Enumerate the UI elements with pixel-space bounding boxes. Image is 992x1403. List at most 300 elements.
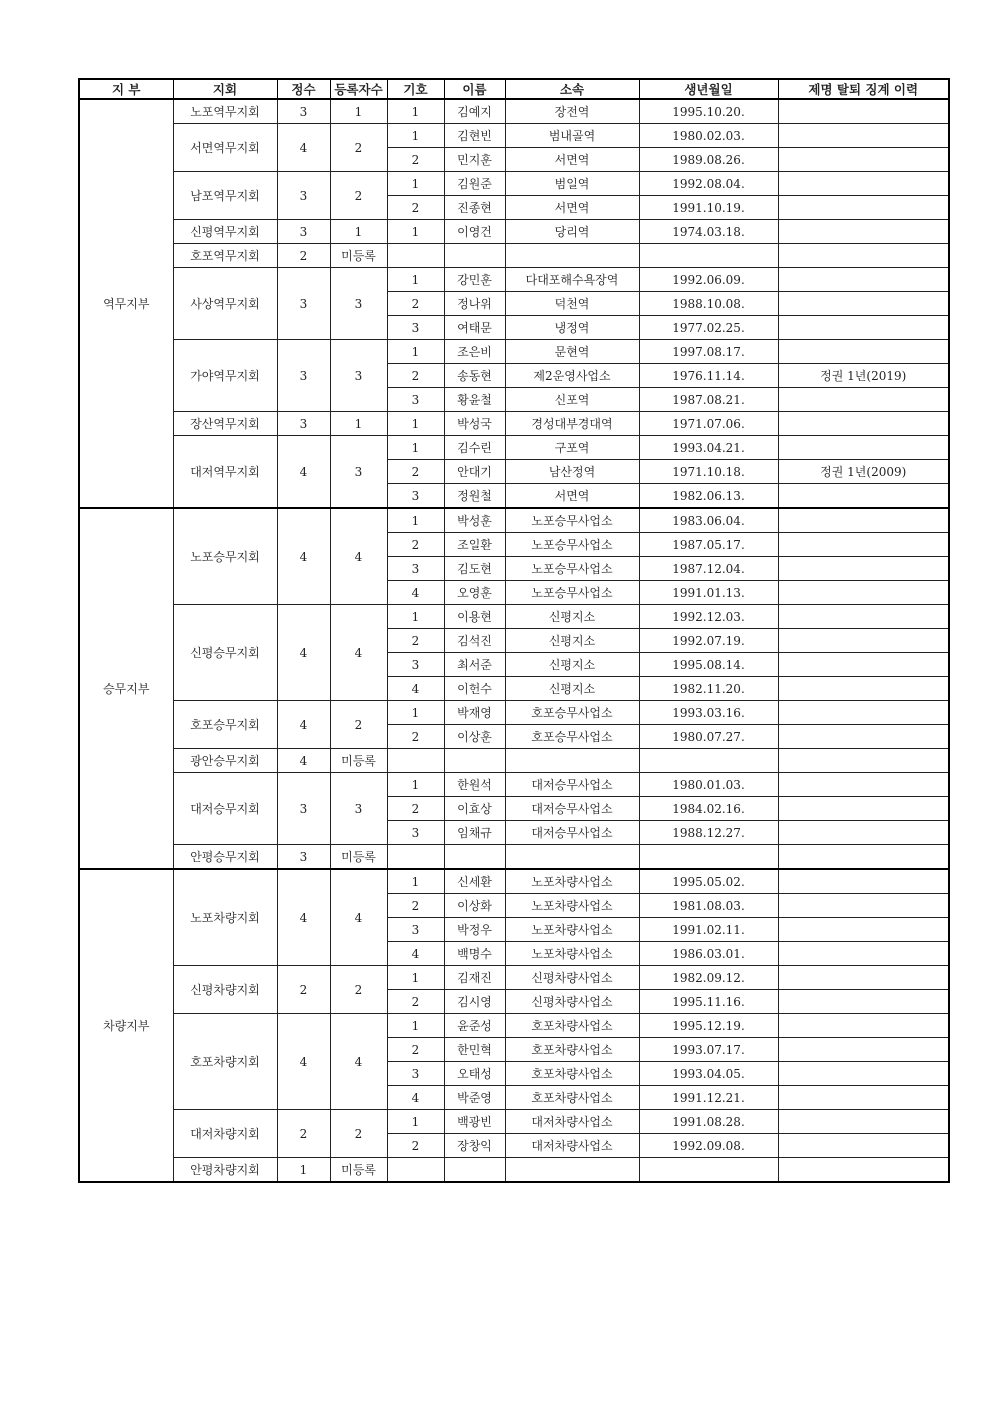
history-cell xyxy=(778,172,949,196)
header-division: 지 부 xyxy=(79,79,173,99)
affiliation-cell: 노포차량사업소 xyxy=(505,942,639,966)
affiliation-cell: 신평차량사업소 xyxy=(505,966,639,990)
table-row xyxy=(79,605,949,629)
table-row xyxy=(79,220,949,244)
symbol-cell: 3 xyxy=(387,821,444,845)
affiliation-cell: 덕천역 xyxy=(505,292,639,316)
affiliation-cell: 노포승무사업소 xyxy=(505,533,639,557)
birthdate-cell: 1995.10.20. xyxy=(639,99,778,124)
member-name-cell: 여태문 xyxy=(444,316,505,340)
member-name-cell: 오영훈 xyxy=(444,581,505,605)
branch-cell: 호포승무지회 xyxy=(173,701,277,749)
quota-cell: 3 xyxy=(277,412,330,436)
symbol-cell: 1 xyxy=(387,340,444,364)
affiliation-cell: 노포승무사업소 xyxy=(505,508,639,533)
symbol-cell: 3 xyxy=(387,1062,444,1086)
quota-cell: 3 xyxy=(277,773,330,845)
affiliation-cell: 대저승무사업소 xyxy=(505,773,639,797)
history-cell xyxy=(778,725,949,749)
affiliation-cell: 호포승무사업소 xyxy=(505,725,639,749)
table-row xyxy=(79,773,949,797)
member-name-cell: 김원준 xyxy=(444,172,505,196)
registered-cell: 4 xyxy=(330,508,387,605)
member-name-cell: 백명수 xyxy=(444,942,505,966)
birthdate-cell xyxy=(639,845,778,870)
registered-cell: 2 xyxy=(330,1110,387,1158)
branch-cell: 서면역무지회 xyxy=(173,124,277,172)
registered-cell: 3 xyxy=(330,268,387,340)
birthdate-cell: 1980.01.03. xyxy=(639,773,778,797)
division-cell: 승무지부 xyxy=(79,508,173,869)
branch-cell: 남포역무지회 xyxy=(173,172,277,220)
member-name-cell: 진종현 xyxy=(444,196,505,220)
registered-cell: 4 xyxy=(330,605,387,701)
affiliation-cell: 범내골역 xyxy=(505,124,639,148)
birthdate-cell: 1991.10.19. xyxy=(639,196,778,220)
history-cell xyxy=(778,942,949,966)
branch-cell: 대저승무지회 xyxy=(173,773,277,845)
member-name-cell: 민지훈 xyxy=(444,148,505,172)
history-cell xyxy=(778,484,949,509)
birthdate-cell: 1984.02.16. xyxy=(639,797,778,821)
roster-table xyxy=(78,78,950,1183)
branch-cell: 신평차량지회 xyxy=(173,966,277,1014)
birthdate-cell: 1989.08.26. xyxy=(639,148,778,172)
quota-cell: 2 xyxy=(277,966,330,1014)
registered-cell: 2 xyxy=(330,701,387,749)
header-branch: 지회 xyxy=(173,79,277,99)
member-name-cell: 김재진 xyxy=(444,966,505,990)
affiliation-cell: 장전역 xyxy=(505,99,639,124)
quota-cell: 4 xyxy=(277,1014,330,1110)
header-symbol: 기호 xyxy=(387,79,444,99)
affiliation-cell: 서면역 xyxy=(505,148,639,172)
history-cell xyxy=(778,581,949,605)
member-name-cell xyxy=(444,1158,505,1183)
affiliation-cell: 노포차량사업소 xyxy=(505,894,639,918)
symbol-cell: 3 xyxy=(387,484,444,509)
table-row xyxy=(79,701,949,725)
history-cell xyxy=(778,749,949,773)
symbol-cell: 1 xyxy=(387,701,444,725)
history-cell xyxy=(778,388,949,412)
birthdate-cell: 1992.06.09. xyxy=(639,268,778,292)
birthdate-cell: 1976.11.14. xyxy=(639,364,778,388)
table-row xyxy=(79,1110,949,1134)
birthdate-cell: 1995.12.19. xyxy=(639,1014,778,1038)
member-name-cell: 한원석 xyxy=(444,773,505,797)
symbol-cell: 1 xyxy=(387,124,444,148)
branch-cell: 가야역무지회 xyxy=(173,340,277,412)
member-name-cell: 박준영 xyxy=(444,1086,505,1110)
history-cell xyxy=(778,629,949,653)
birthdate-cell: 1993.04.21. xyxy=(639,436,778,460)
division-cell: 역무지부 xyxy=(79,99,173,508)
birthdate-cell: 1987.12.04. xyxy=(639,557,778,581)
table-row xyxy=(79,1158,949,1183)
header-registered: 등록자수 xyxy=(330,79,387,99)
history-cell xyxy=(778,773,949,797)
table-row xyxy=(79,124,949,148)
table-row xyxy=(79,172,949,196)
history-cell xyxy=(778,1110,949,1134)
affiliation-cell: 호포승무사업소 xyxy=(505,701,639,725)
birthdate-cell: 1993.04.05. xyxy=(639,1062,778,1086)
symbol-cell: 1 xyxy=(387,268,444,292)
affiliation-cell: 호포차량사업소 xyxy=(505,1086,639,1110)
birthdate-cell xyxy=(639,244,778,268)
symbol-cell: 1 xyxy=(387,869,444,894)
affiliation-cell xyxy=(505,1158,639,1183)
symbol-cell: 2 xyxy=(387,725,444,749)
member-name-cell: 백광빈 xyxy=(444,1110,505,1134)
symbol-cell: 2 xyxy=(387,629,444,653)
history-cell xyxy=(778,268,949,292)
quota-cell: 4 xyxy=(277,605,330,701)
table-header xyxy=(79,79,949,99)
history-cell xyxy=(778,292,949,316)
member-name-cell: 이상화 xyxy=(444,894,505,918)
affiliation-cell: 노포차량사업소 xyxy=(505,869,639,894)
symbol-cell: 2 xyxy=(387,364,444,388)
affiliation-cell: 신평지소 xyxy=(505,653,639,677)
quota-cell: 3 xyxy=(277,220,330,244)
birthdate-cell: 1992.08.04. xyxy=(639,172,778,196)
birthdate-cell: 1983.06.04. xyxy=(639,508,778,533)
member-name-cell: 한민혁 xyxy=(444,1038,505,1062)
member-name-cell: 박재영 xyxy=(444,701,505,725)
table-row xyxy=(79,436,949,460)
member-name-cell: 신세환 xyxy=(444,869,505,894)
header-affiliation: 소속 xyxy=(505,79,639,99)
history-cell xyxy=(778,797,949,821)
branch-cell: 광안승무지회 xyxy=(173,749,277,773)
quota-cell: 3 xyxy=(277,172,330,220)
symbol-cell: 1 xyxy=(387,220,444,244)
branch-cell: 신평승무지회 xyxy=(173,605,277,701)
member-name-cell: 김예지 xyxy=(444,99,505,124)
branch-cell: 대저역무지회 xyxy=(173,436,277,509)
history-cell xyxy=(778,148,949,172)
symbol-cell: 2 xyxy=(387,797,444,821)
quota-cell: 4 xyxy=(277,124,330,172)
symbol-cell: 2 xyxy=(387,460,444,484)
history-cell xyxy=(778,124,949,148)
quota-cell: 3 xyxy=(277,99,330,124)
birthdate-cell: 1987.08.21. xyxy=(639,388,778,412)
member-name-cell: 송동현 xyxy=(444,364,505,388)
affiliation-cell: 신평지소 xyxy=(505,605,639,629)
affiliation-cell: 호포차량사업소 xyxy=(505,1062,639,1086)
quota-cell: 3 xyxy=(277,268,330,340)
history-cell xyxy=(778,677,949,701)
member-name-cell: 이헌수 xyxy=(444,677,505,701)
member-name-cell xyxy=(444,244,505,268)
history-cell xyxy=(778,196,949,220)
table-body xyxy=(79,99,949,1182)
member-name-cell: 김석진 xyxy=(444,629,505,653)
member-name-cell: 김시영 xyxy=(444,990,505,1014)
history-cell xyxy=(778,1038,949,1062)
affiliation-cell: 대저차량사업소 xyxy=(505,1134,639,1158)
affiliation-cell: 노포차량사업소 xyxy=(505,918,639,942)
birthdate-cell xyxy=(639,1158,778,1183)
table-row xyxy=(79,1014,949,1038)
member-name-cell: 조일환 xyxy=(444,533,505,557)
symbol-cell: 3 xyxy=(387,918,444,942)
registered-cell: 미등록 xyxy=(330,1158,387,1183)
member-name-cell xyxy=(444,845,505,870)
birthdate-cell: 1980.07.27. xyxy=(639,725,778,749)
quota-cell: 2 xyxy=(277,244,330,268)
history-cell xyxy=(778,1158,949,1183)
member-name-cell: 정원철 xyxy=(444,484,505,509)
branch-cell: 장산역무지회 xyxy=(173,412,277,436)
history-cell xyxy=(778,533,949,557)
registered-cell: 2 xyxy=(330,966,387,1014)
symbol-cell: 2 xyxy=(387,292,444,316)
registered-cell: 1 xyxy=(330,412,387,436)
registered-cell: 2 xyxy=(330,172,387,220)
quota-cell: 4 xyxy=(277,869,330,966)
member-name-cell xyxy=(444,749,505,773)
history-cell xyxy=(778,436,949,460)
header-quota: 정수 xyxy=(277,79,330,99)
affiliation-cell: 신평지소 xyxy=(505,629,639,653)
symbol-cell: 1 xyxy=(387,605,444,629)
birthdate-cell: 1991.08.28. xyxy=(639,1110,778,1134)
affiliation-cell: 경성대부경대역 xyxy=(505,412,639,436)
quota-cell: 2 xyxy=(277,1110,330,1158)
history-cell xyxy=(778,990,949,1014)
birthdate-cell: 1992.09.08. xyxy=(639,1134,778,1158)
symbol-cell: 4 xyxy=(387,581,444,605)
birthdate-cell: 1974.03.18. xyxy=(639,220,778,244)
birthdate-cell: 1993.03.16. xyxy=(639,701,778,725)
affiliation-cell: 범일역 xyxy=(505,172,639,196)
history-cell xyxy=(778,316,949,340)
branch-cell: 노포차량지회 xyxy=(173,869,277,966)
affiliation-cell: 노포승무사업소 xyxy=(505,557,639,581)
history-cell xyxy=(778,508,949,533)
history-cell xyxy=(778,220,949,244)
member-name-cell: 정나위 xyxy=(444,292,505,316)
affiliation-cell: 신포역 xyxy=(505,388,639,412)
affiliation-cell: 호포차량사업소 xyxy=(505,1014,639,1038)
history-cell xyxy=(778,821,949,845)
birthdate-cell: 1971.07.06. xyxy=(639,412,778,436)
symbol-cell: 1 xyxy=(387,172,444,196)
birthdate-cell: 1991.01.13. xyxy=(639,581,778,605)
history-cell xyxy=(778,557,949,581)
symbol-cell xyxy=(387,244,444,268)
registered-cell: 미등록 xyxy=(330,845,387,870)
symbol-cell xyxy=(387,1158,444,1183)
branch-cell: 안평차량지회 xyxy=(173,1158,277,1183)
affiliation-cell xyxy=(505,749,639,773)
affiliation-cell: 서면역 xyxy=(505,196,639,220)
birthdate-cell: 1986.03.01. xyxy=(639,942,778,966)
branch-cell: 사상역무지회 xyxy=(173,268,277,340)
birthdate-cell: 1992.07.19. xyxy=(639,629,778,653)
symbol-cell: 2 xyxy=(387,894,444,918)
affiliation-cell: 노포승무사업소 xyxy=(505,581,639,605)
affiliation-cell xyxy=(505,845,639,870)
symbol-cell: 1 xyxy=(387,508,444,533)
member-name-cell: 김현빈 xyxy=(444,124,505,148)
history-cell xyxy=(778,1086,949,1110)
registered-cell: 1 xyxy=(330,99,387,124)
history-cell xyxy=(778,701,949,725)
birthdate-cell: 1993.07.17. xyxy=(639,1038,778,1062)
branch-cell: 노포승무지회 xyxy=(173,508,277,605)
history-cell xyxy=(778,918,949,942)
history-cell xyxy=(778,605,949,629)
birthdate-cell: 1971.10.18. xyxy=(639,460,778,484)
affiliation-cell: 남산정역 xyxy=(505,460,639,484)
member-name-cell: 최서준 xyxy=(444,653,505,677)
member-name-cell: 안대기 xyxy=(444,460,505,484)
table-row xyxy=(79,869,949,894)
affiliation-cell: 냉정역 xyxy=(505,316,639,340)
table-row xyxy=(79,966,949,990)
birthdate-cell: 1981.08.03. xyxy=(639,894,778,918)
branch-cell: 신평역무지회 xyxy=(173,220,277,244)
member-name-cell: 윤준성 xyxy=(444,1014,505,1038)
affiliation-cell: 신평차량사업소 xyxy=(505,990,639,1014)
history-cell xyxy=(778,1134,949,1158)
affiliation-cell: 신평지소 xyxy=(505,677,639,701)
birthdate-cell: 1988.12.27. xyxy=(639,821,778,845)
symbol-cell xyxy=(387,749,444,773)
birthdate-cell: 1995.11.16. xyxy=(639,990,778,1014)
branch-cell: 호포차량지회 xyxy=(173,1014,277,1110)
birthdate-cell: 1982.09.12. xyxy=(639,966,778,990)
member-name-cell: 이용현 xyxy=(444,605,505,629)
quota-cell: 4 xyxy=(277,701,330,749)
table-row xyxy=(79,749,949,773)
registered-cell: 4 xyxy=(330,1014,387,1110)
registered-cell: 미등록 xyxy=(330,749,387,773)
quota-cell: 3 xyxy=(277,340,330,412)
member-name-cell: 김도현 xyxy=(444,557,505,581)
symbol-cell: 3 xyxy=(387,316,444,340)
header-row xyxy=(79,79,949,99)
symbol-cell: 1 xyxy=(387,966,444,990)
member-name-cell: 강민훈 xyxy=(444,268,505,292)
member-name-cell: 김수린 xyxy=(444,436,505,460)
member-name-cell: 박성국 xyxy=(444,412,505,436)
table-row xyxy=(79,244,949,268)
symbol-cell: 1 xyxy=(387,99,444,124)
table-row xyxy=(79,340,949,364)
header-birthdate: 생년월일 xyxy=(639,79,778,99)
affiliation-cell: 다대포해수욕장역 xyxy=(505,268,639,292)
quota-cell: 4 xyxy=(277,436,330,509)
birthdate-cell: 1991.02.11. xyxy=(639,918,778,942)
birthdate-cell xyxy=(639,749,778,773)
birthdate-cell: 1995.08.14. xyxy=(639,653,778,677)
registered-cell: 1 xyxy=(330,220,387,244)
member-name-cell: 장창익 xyxy=(444,1134,505,1158)
birthdate-cell: 1995.05.02. xyxy=(639,869,778,894)
table-row xyxy=(79,99,949,124)
registered-cell: 4 xyxy=(330,869,387,966)
history-cell xyxy=(778,412,949,436)
affiliation-cell: 대저승무사업소 xyxy=(505,797,639,821)
symbol-cell: 2 xyxy=(387,148,444,172)
branch-cell: 호포역무지회 xyxy=(173,244,277,268)
member-name-cell: 조은비 xyxy=(444,340,505,364)
member-name-cell: 박성훈 xyxy=(444,508,505,533)
birthdate-cell: 1980.02.03. xyxy=(639,124,778,148)
symbol-cell xyxy=(387,845,444,870)
history-cell xyxy=(778,845,949,870)
birthdate-cell: 1977.02.25. xyxy=(639,316,778,340)
member-name-cell: 이영건 xyxy=(444,220,505,244)
birthdate-cell: 1982.06.13. xyxy=(639,484,778,509)
birthdate-cell: 1982.11.20. xyxy=(639,677,778,701)
registered-cell: 2 xyxy=(330,124,387,172)
history-cell xyxy=(778,653,949,677)
birthdate-cell: 1987.05.17. xyxy=(639,533,778,557)
affiliation-cell: 호포차량사업소 xyxy=(505,1038,639,1062)
history-cell xyxy=(778,966,949,990)
member-name-cell: 이상훈 xyxy=(444,725,505,749)
history-cell xyxy=(778,1014,949,1038)
affiliation-cell: 구포역 xyxy=(505,436,639,460)
affiliation-cell: 서면역 xyxy=(505,484,639,509)
affiliation-cell: 문현역 xyxy=(505,340,639,364)
symbol-cell: 2 xyxy=(387,1038,444,1062)
symbol-cell: 3 xyxy=(387,388,444,412)
table-row xyxy=(79,268,949,292)
roster-document xyxy=(78,78,950,1183)
quota-cell: 4 xyxy=(277,749,330,773)
table-row xyxy=(79,845,949,870)
symbol-cell: 1 xyxy=(387,1014,444,1038)
birthdate-cell: 1997.08.17. xyxy=(639,340,778,364)
branch-cell: 노포역무지회 xyxy=(173,99,277,124)
symbol-cell: 2 xyxy=(387,196,444,220)
affiliation-cell: 대저차량사업소 xyxy=(505,1110,639,1134)
symbol-cell: 2 xyxy=(387,990,444,1014)
table-row xyxy=(79,412,949,436)
affiliation-cell: 대저승무사업소 xyxy=(505,821,639,845)
birthdate-cell: 1988.10.08. xyxy=(639,292,778,316)
member-name-cell: 박정우 xyxy=(444,918,505,942)
quota-cell: 4 xyxy=(277,508,330,605)
division-cell: 차량지부 xyxy=(79,869,173,1182)
symbol-cell: 4 xyxy=(387,942,444,966)
history-cell xyxy=(778,340,949,364)
history-cell xyxy=(778,869,949,894)
branch-cell: 대저차량지회 xyxy=(173,1110,277,1158)
table-row xyxy=(79,508,949,533)
symbol-cell: 1 xyxy=(387,436,444,460)
quota-cell: 3 xyxy=(277,845,330,870)
registered-cell: 3 xyxy=(330,340,387,412)
member-name-cell: 이효상 xyxy=(444,797,505,821)
symbol-cell: 4 xyxy=(387,1086,444,1110)
history-cell: 정권 1년(2009) xyxy=(778,460,949,484)
history-cell xyxy=(778,894,949,918)
quota-cell: 1 xyxy=(277,1158,330,1183)
symbol-cell: 1 xyxy=(387,773,444,797)
affiliation-cell: 당리역 xyxy=(505,220,639,244)
member-name-cell: 임채규 xyxy=(444,821,505,845)
birthdate-cell: 1991.12.21. xyxy=(639,1086,778,1110)
